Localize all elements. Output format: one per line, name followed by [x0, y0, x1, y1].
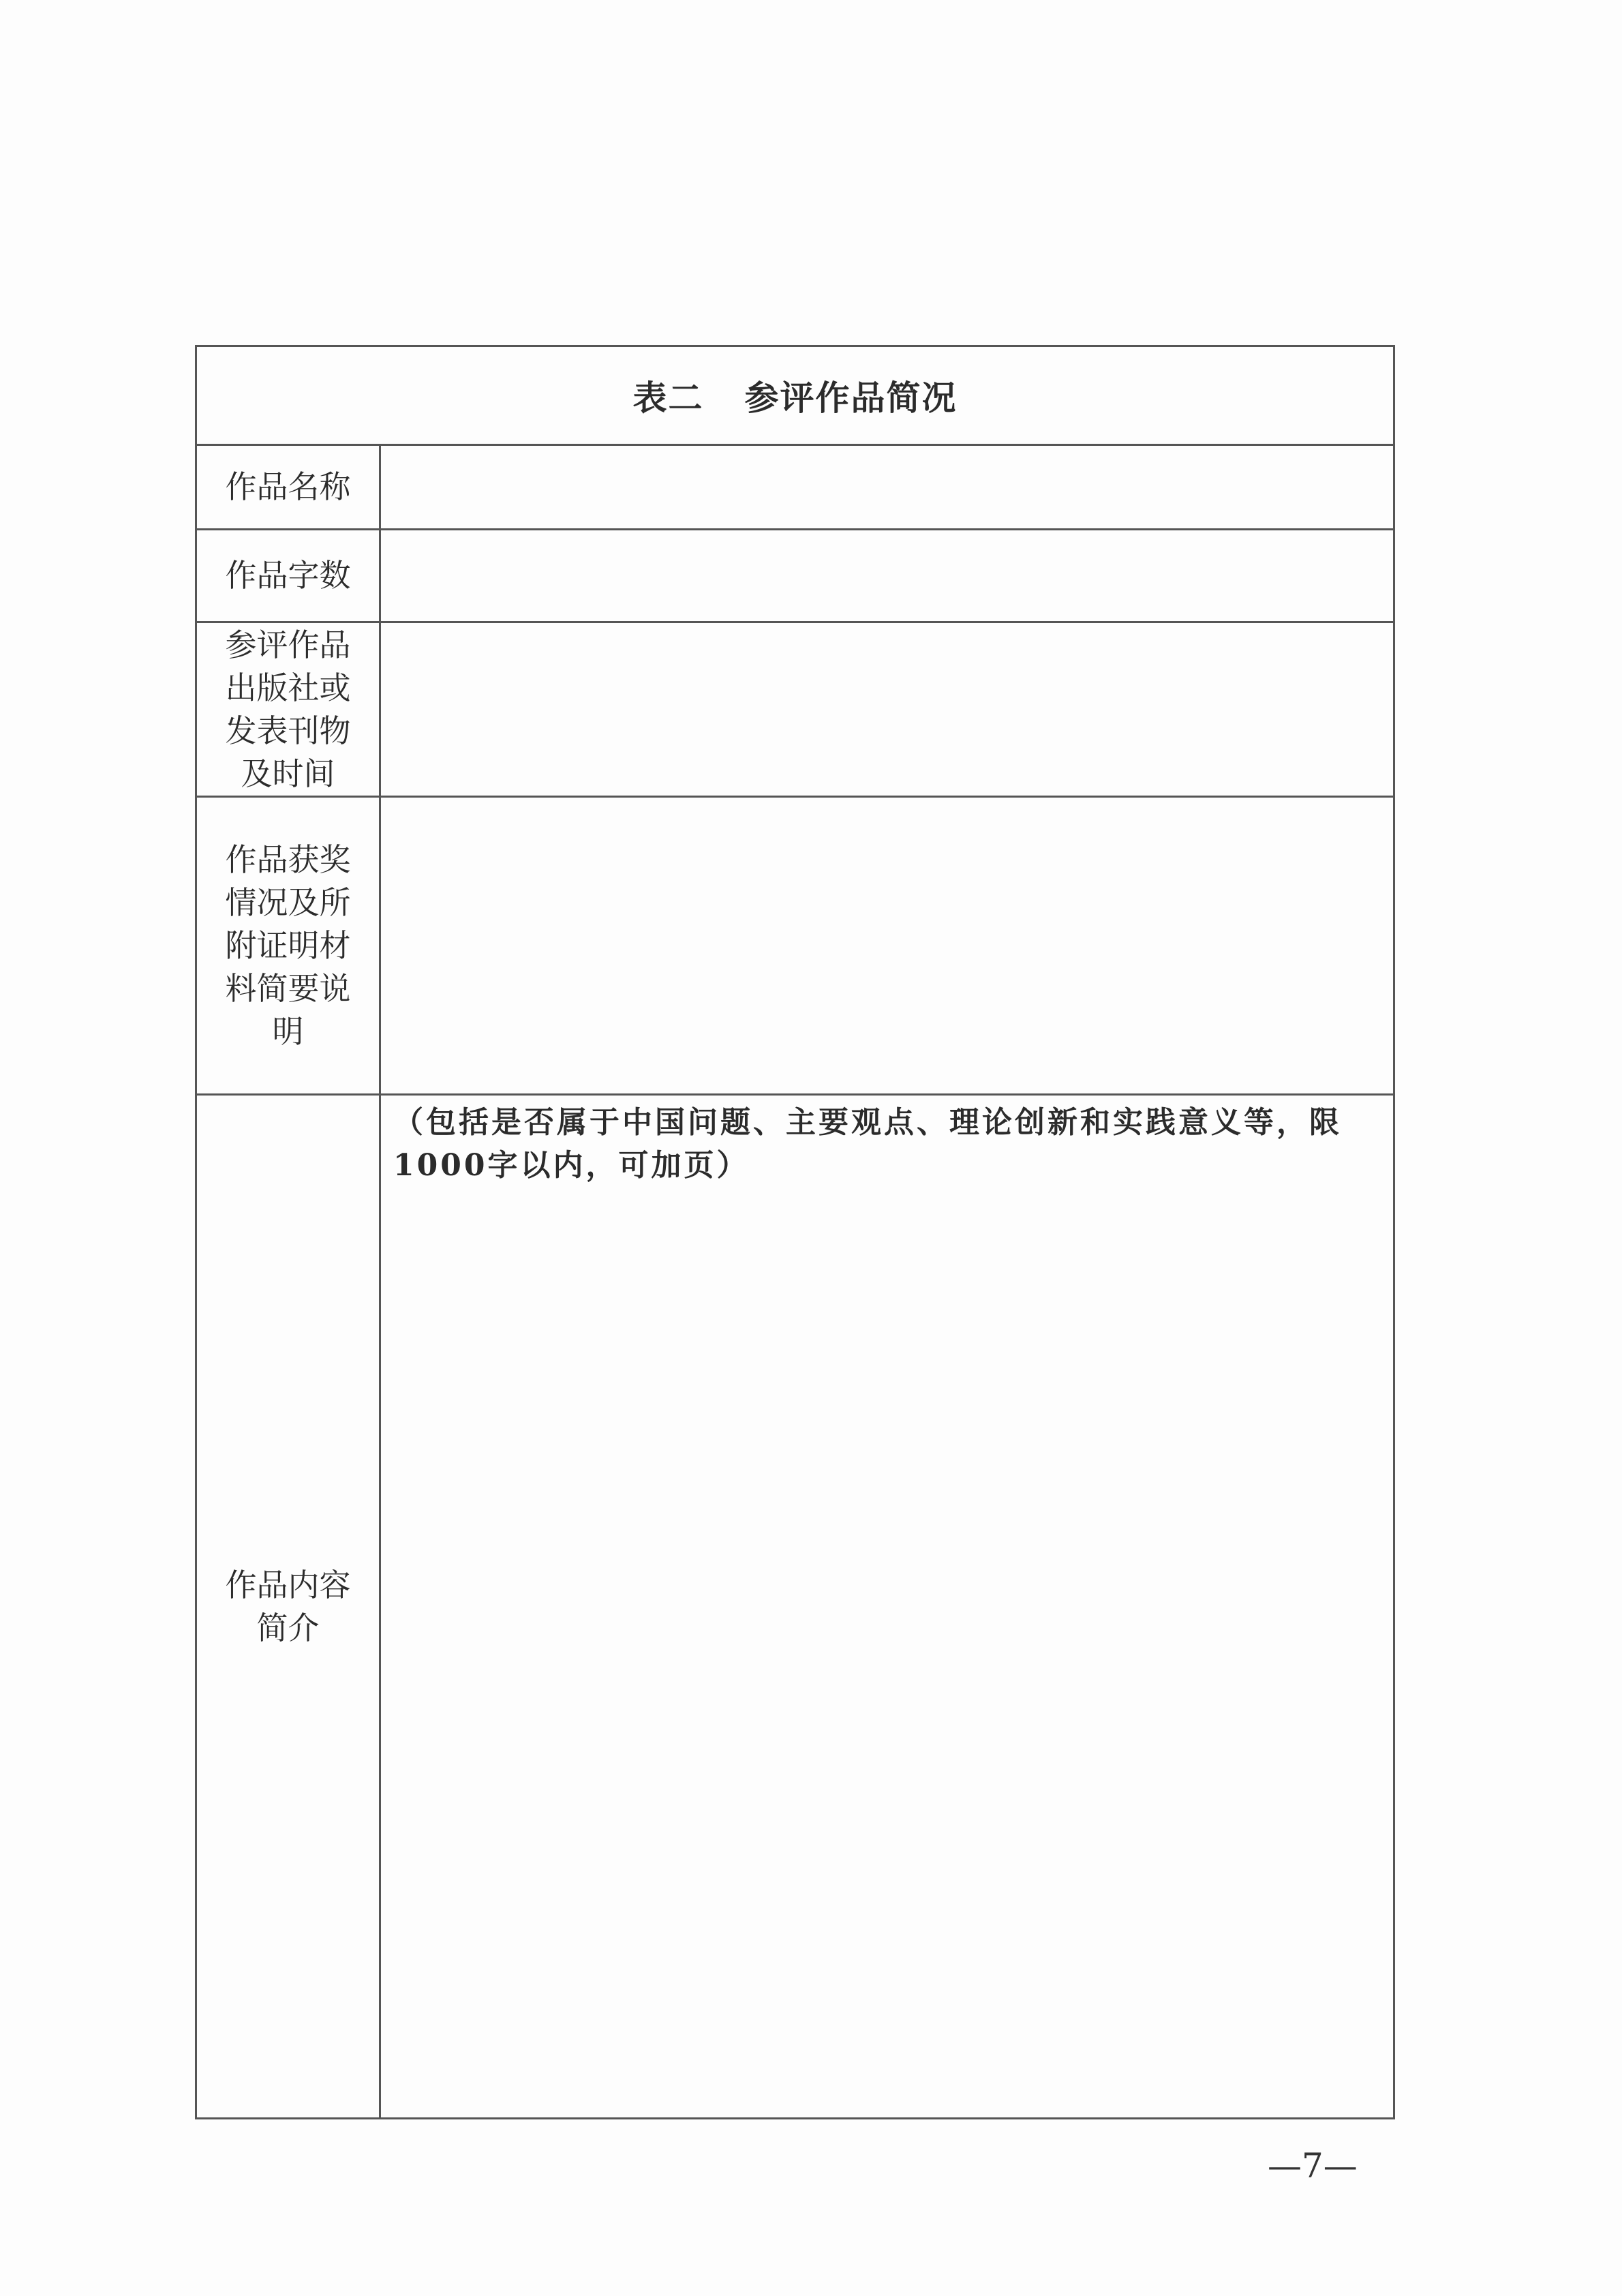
table-title-main: 参评作品简况 — [744, 378, 958, 418]
label-content-intro: 作品内容 简介 — [196, 1095, 380, 2119]
table-row-content-intro — [196, 1095, 1394, 2119]
table-row-word-count — [196, 530, 1394, 622]
label-word-count: 作品字数 — [196, 530, 380, 622]
field-publisher[interactable] — [380, 622, 1394, 797]
page-number: —7— — [1268, 2146, 1358, 2186]
table-row-publisher — [196, 622, 1394, 797]
table-title — [196, 346, 1394, 445]
field-content-intro[interactable] — [380, 1095, 1394, 2119]
table-row-work-name — [196, 445, 1394, 530]
field-awards[interactable] — [380, 797, 1394, 1095]
label-awards: 作品获奖 情况及所 附证明材 料简要说 明 — [196, 797, 380, 1095]
content-intro-hint: （包括是否属于中国问题、主要观点、理论创新和实践意义等，限1000字以内，可加页） — [393, 1105, 1342, 1183]
table-title-prefix: 表二 — [632, 378, 704, 418]
table-row-awards — [196, 797, 1394, 1095]
label-work-name: 作品名称 — [196, 445, 380, 530]
entry-summary-table — [195, 345, 1395, 2119]
field-work-name[interactable] — [380, 445, 1394, 530]
field-word-count[interactable] — [380, 530, 1394, 622]
label-publisher: 参评作品 出版社或 发表刊物 及时间 — [196, 622, 380, 797]
